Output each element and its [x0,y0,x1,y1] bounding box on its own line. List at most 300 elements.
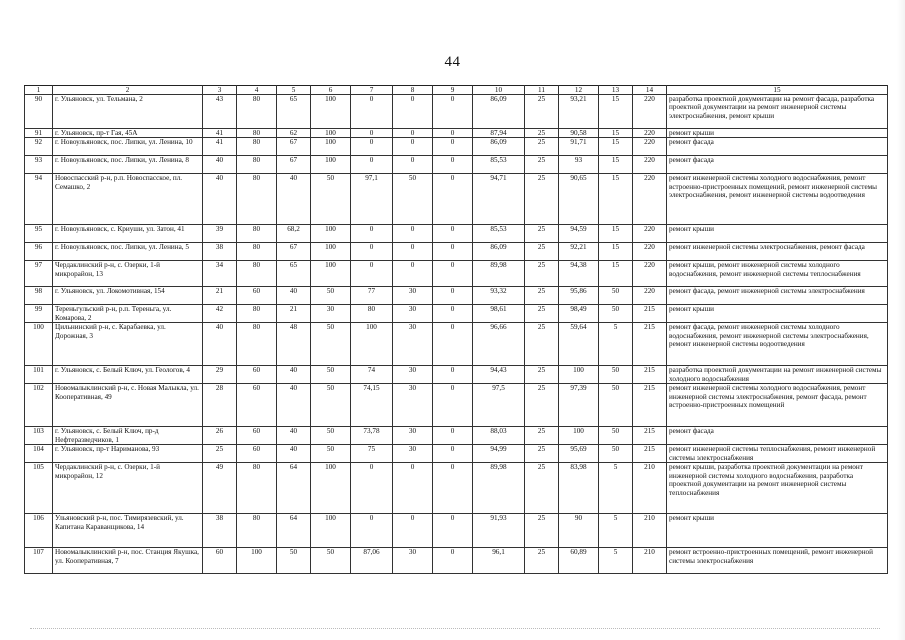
table-row [25,243,888,261]
cell-6: 100 [311,463,351,514]
cell-11: 25 [525,243,559,261]
cell-12: 83,98 [559,463,599,514]
cell-7: 0 [351,243,393,261]
header-cell: 14 [633,86,667,95]
cell-12: 91,71 [559,138,599,156]
cell-5: 21 [277,305,311,323]
cell-5: 68,2 [277,225,311,243]
cell-13: 15 [599,174,633,225]
cell-6: 100 [311,138,351,156]
row-number: 100 [25,323,53,366]
cell-14: 215 [633,427,667,445]
cell-7: 77 [351,287,393,305]
cell-6: 100 [311,129,351,138]
cell-12: 100 [559,427,599,445]
cell-8: 30 [393,305,433,323]
cell-7: 100 [351,323,393,366]
cell-13: 15 [599,156,633,174]
cell-7: 0 [351,129,393,138]
cell-11: 25 [525,463,559,514]
cell-6: 50 [311,287,351,305]
cell-13: 15 [599,225,633,243]
cell-9: 0 [433,445,473,463]
address: г. Ульяновск, ул. Локомотивная, 154 [53,287,203,305]
cell-14: 220 [633,261,667,287]
cell-8: 30 [393,445,433,463]
cell-12: 93 [559,156,599,174]
cell-12: 59,64 [559,323,599,366]
page-number: 44 [444,54,461,70]
cell-6: 100 [311,243,351,261]
works-description: ремонт инженерной системы холодного водоснабжения, ремонт встроенно-пристроенных помещений, ремонт инженерной системы электроснабжения, ремонт инженерной системы водоотведения [667,174,888,225]
row-number: 97 [25,261,53,287]
header-cell: 11 [525,86,559,95]
cell-8: 30 [393,287,433,305]
cell-7: 0 [351,463,393,514]
cell-4: 60 [237,427,277,445]
cell-9: 0 [433,95,473,129]
cell-8: 30 [393,548,433,574]
cell-11: 25 [525,427,559,445]
row-number: 96 [25,243,53,261]
address: Ульяновский р-н, пос. Тимирязевский, ул. Капитана Караванщикова, 14 [53,514,203,548]
cell-10: 91,93 [473,514,525,548]
cell-6: 100 [311,261,351,287]
works-description: ремонт крыши [667,305,888,323]
cell-6: 50 [311,366,351,384]
works-description: разработка проектной документации на ремонт фасада, разработка проектной документации на ремонт инженерной системы электроснабжения, ремонт крыши [667,95,888,129]
cell-13: 5 [599,548,633,574]
cell-13: 50 [599,287,633,305]
cell-7: 0 [351,156,393,174]
cell-6: 100 [311,225,351,243]
cell-10: 88,03 [473,427,525,445]
cell-8: 0 [393,138,433,156]
row-number: 90 [25,95,53,129]
cell-5: 40 [277,287,311,305]
cell-10: 98,61 [473,305,525,323]
cell-6: 100 [311,156,351,174]
cell-6: 50 [311,548,351,574]
cell-11: 25 [525,384,559,427]
address: г. Новоульяновск, с. Криуши, ул. Затон, 41 [53,225,203,243]
cell-9: 0 [433,174,473,225]
table-row [25,366,888,384]
header-cell: 5 [277,86,311,95]
header-cell: 7 [351,86,393,95]
cell-14: 210 [633,463,667,514]
cell-14: 220 [633,174,667,225]
row-number: 93 [25,156,53,174]
works-description: ремонт встроенно-пристроенных помещений, ремонт инженерной системы электроснабжения [667,548,888,574]
table-row [25,384,888,427]
cell-4: 60 [237,287,277,305]
cell-10: 86,09 [473,95,525,129]
cell-13: 15 [599,243,633,261]
works-description: ремонт фасада [667,138,888,156]
address: г. Ульяновск, пр-т Нариманова, 93 [53,445,203,463]
works-description: ремонт фасада [667,427,888,445]
table-row [25,261,888,287]
cell-13: 5 [599,514,633,548]
cell-11: 25 [525,129,559,138]
cell-9: 0 [433,366,473,384]
table-row [25,445,888,463]
cell-8: 0 [393,243,433,261]
header-cell: 9 [433,86,473,95]
cell-5: 48 [277,323,311,366]
address: г. Ульяновск, с. Белый Ключ, пр-д Нефтеразведчиков, 1 [53,427,203,445]
cell-7: 80 [351,305,393,323]
cell-12: 90 [559,514,599,548]
cell-8: 0 [393,225,433,243]
cell-14: 220 [633,243,667,261]
works-description: ремонт крыши [667,514,888,548]
cell-4: 80 [237,261,277,287]
cell-10: 85,53 [473,225,525,243]
cell-7: 0 [351,261,393,287]
cell-4: 80 [237,225,277,243]
row-number: 92 [25,138,53,156]
cell-13: 50 [599,384,633,427]
address: г. Новоульяновск, пос. Липки, ул. Ленина, 10 [53,138,203,156]
header-cell: 8 [393,86,433,95]
cell-5: 64 [277,463,311,514]
cell-12: 90,58 [559,129,599,138]
works-description: ремонт инженерной системы холодного водоснабжения, ремонт инженерной системы электроснабжения, ремонт фасада, ремонт встроенно-пристроенных помещений [667,384,888,427]
cell-10: 97,5 [473,384,525,427]
cell-9: 0 [433,138,473,156]
cell-11: 25 [525,261,559,287]
row-number: 107 [25,548,53,574]
table-row [25,427,888,445]
cell-6: 50 [311,174,351,225]
cell-14: 210 [633,548,667,574]
cell-14: 220 [633,95,667,129]
address: Новомалыклинский р-н, с. Новая Малыкла, ул. Кооперативная, 49 [53,384,203,427]
cell-13: 15 [599,261,633,287]
cell-8: 0 [393,261,433,287]
header-cell: 4 [237,86,277,95]
cell-12: 92,21 [559,243,599,261]
cell-14: 220 [633,225,667,243]
cell-11: 25 [525,323,559,366]
cell-12: 100 [559,366,599,384]
cell-9: 0 [433,384,473,427]
cell-8: 0 [393,129,433,138]
cell-10: 87,94 [473,129,525,138]
cell-7: 0 [351,514,393,548]
cell-5: 50 [277,548,311,574]
cell-11: 25 [525,287,559,305]
row-number: 91 [25,129,53,138]
cell-13: 15 [599,138,633,156]
cell-12: 98,49 [559,305,599,323]
works-description: ремонт фасада, ремонт инженерной системы холодного водоснабжения, ремонт инженерной системы электроснабжения, ремонт инженерной системы водоотведения [667,323,888,366]
cell-11: 25 [525,548,559,574]
cell-4: 80 [237,305,277,323]
works-description: ремонт фасада [667,156,888,174]
cell-13: 50 [599,366,633,384]
table-row [25,323,888,366]
cell-8: 30 [393,384,433,427]
cell-12: 90,65 [559,174,599,225]
cell-6: 100 [311,514,351,548]
cell-7: 0 [351,138,393,156]
cell-11: 25 [525,445,559,463]
cell-10: 94,71 [473,174,525,225]
cell-14: 220 [633,156,667,174]
cell-5: 67 [277,138,311,156]
cell-11: 25 [525,156,559,174]
cell-7: 75 [351,445,393,463]
cell-5: 40 [277,384,311,427]
apartment-building-registry-table [24,85,888,574]
cell-8: 0 [393,463,433,514]
cell-9: 0 [433,287,473,305]
cell-10: 94,99 [473,445,525,463]
cell-5: 40 [277,174,311,225]
address: г. Ульяновск, пр-т Гая, 45А [53,129,203,138]
cell-5: 67 [277,156,311,174]
cell-10: 86,09 [473,243,525,261]
address: Тереньгульский р-н, р.п. Тереньга, ул. Комарова, 2 [53,305,203,323]
cell-14: 215 [633,305,667,323]
cell-10: 89,98 [473,463,525,514]
cell-5: 40 [277,366,311,384]
header-cell: 12 [559,86,599,95]
cell-8: 30 [393,323,433,366]
cell-14: 210 [633,514,667,548]
cell-11: 25 [525,174,559,225]
cell-3: 29 [203,366,237,384]
cell-9: 0 [433,261,473,287]
cell-13: 50 [599,305,633,323]
cell-4: 60 [237,445,277,463]
cell-10: 86,09 [473,138,525,156]
cell-9: 0 [433,514,473,548]
scan-footer-noise [30,628,880,630]
cell-3: 25 [203,445,237,463]
cell-8: 0 [393,95,433,129]
table-row [25,129,888,138]
table-row [25,174,888,225]
cell-4: 80 [237,323,277,366]
address: г. Ульяновск, с. Белый Ключ, ул. Геологов, 4 [53,366,203,384]
cell-13: 15 [599,129,633,138]
cell-5: 65 [277,261,311,287]
cell-4: 80 [237,95,277,129]
cell-10: 89,98 [473,261,525,287]
row-number: 104 [25,445,53,463]
cell-4: 100 [237,548,277,574]
cell-3: 40 [203,174,237,225]
cell-14: 215 [633,323,667,366]
cell-7: 0 [351,95,393,129]
cell-3: 40 [203,323,237,366]
works-description: ремонт крыши, разработка проектной документации на ремонт инженерной системы холодного водоснабжения, разработка проектной документации на ремонт инженерной системы теплоснабжения [667,463,888,514]
row-number: 94 [25,174,53,225]
cell-9: 0 [433,129,473,138]
works-description: ремонт крыши, ремонт инженерной системы холодного водоснабжения, ремонт инженерной системы теплоснабжения [667,261,888,287]
cell-6: 50 [311,445,351,463]
cell-3: 26 [203,427,237,445]
cell-10: 96,1 [473,548,525,574]
address: Чердаклинский р-н, с. Озерки, 1-й микрорайон, 12 [53,463,203,514]
cell-12: 95,69 [559,445,599,463]
cell-14: 220 [633,287,667,305]
cell-3: 60 [203,548,237,574]
header-cell: 2 [53,86,203,95]
cell-3: 43 [203,95,237,129]
table-row [25,138,888,156]
cell-4: 80 [237,463,277,514]
cell-13: 50 [599,427,633,445]
row-number: 98 [25,287,53,305]
cell-3: 42 [203,305,237,323]
cell-10: 93,32 [473,287,525,305]
cell-3: 40 [203,156,237,174]
table-row [25,95,888,129]
cell-7: 0 [351,225,393,243]
cell-4: 80 [237,156,277,174]
cell-4: 60 [237,384,277,427]
cell-7: 73,78 [351,427,393,445]
cell-4: 80 [237,514,277,548]
works-description: ремонт инженерной системы теплоснабжения, ремонт инженерной системы электроснабжения [667,445,888,463]
row-number: 102 [25,384,53,427]
cell-4: 80 [237,129,277,138]
header-cell: 1 [25,86,53,95]
address: Новомалыклинский р-н, пос. Станция Якушка, ул. Кооперативная, 7 [53,548,203,574]
cell-13: 15 [599,95,633,129]
header-cell: 10 [473,86,525,95]
row-number: 105 [25,463,53,514]
table-row [25,548,888,574]
cell-3: 28 [203,384,237,427]
cell-3: 38 [203,514,237,548]
table-row [25,463,888,514]
cell-12: 94,38 [559,261,599,287]
cell-10: 94,43 [473,366,525,384]
table-row [25,514,888,548]
cell-14: 220 [633,138,667,156]
works-description: ремонт фасада, ремонт инженерной системы электроснабжения [667,287,888,305]
cell-9: 0 [433,323,473,366]
cell-11: 25 [525,95,559,129]
cell-11: 25 [525,366,559,384]
cell-11: 25 [525,138,559,156]
address: Цильнинский р-н, с. Карабаевка, ул. Дорожная, 3 [53,323,203,366]
cell-9: 0 [433,156,473,174]
cell-14: 220 [633,129,667,138]
cell-3: 39 [203,225,237,243]
cell-3: 41 [203,138,237,156]
cell-7: 87,06 [351,548,393,574]
cell-10: 96,66 [473,323,525,366]
cell-3: 21 [203,287,237,305]
row-number: 99 [25,305,53,323]
row-number: 95 [25,225,53,243]
scan-edge [897,0,905,640]
cell-5: 62 [277,129,311,138]
cell-11: 25 [525,225,559,243]
cell-9: 0 [433,225,473,243]
cell-6: 50 [311,384,351,427]
row-number: 101 [25,366,53,384]
header-cell: 6 [311,86,351,95]
cell-13: 5 [599,463,633,514]
cell-6: 30 [311,305,351,323]
cell-4: 80 [237,174,277,225]
table-row [25,305,888,323]
cell-14: 215 [633,366,667,384]
works-description: ремонт крыши [667,129,888,138]
cell-10: 85,53 [473,156,525,174]
cell-6: 50 [311,323,351,366]
address: г. Новоульяновск, пос. Липки, ул. Ленина, 5 [53,243,203,261]
cell-13: 5 [599,323,633,366]
works-description: ремонт крыши [667,225,888,243]
cell-8: 0 [393,156,433,174]
table-row [25,287,888,305]
cell-4: 80 [237,243,277,261]
cell-13: 50 [599,445,633,463]
cell-7: 97,1 [351,174,393,225]
cell-9: 0 [433,243,473,261]
cell-8: 30 [393,427,433,445]
header-cell: 13 [599,86,633,95]
cell-12: 60,89 [559,548,599,574]
table-header-row [25,86,888,95]
cell-9: 0 [433,427,473,445]
cell-6: 100 [311,95,351,129]
table-row [25,156,888,174]
cell-4: 60 [237,366,277,384]
cell-12: 95,86 [559,287,599,305]
row-number: 106 [25,514,53,548]
address: г. Новоульяновск, пос. Липки, ул. Ленина, 8 [53,156,203,174]
works-description: ремонт инженерной системы электроснабжения, ремонт фасада [667,243,888,261]
cell-5: 67 [277,243,311,261]
cell-8: 0 [393,514,433,548]
cell-4: 80 [237,138,277,156]
cell-5: 40 [277,445,311,463]
cell-12: 97,39 [559,384,599,427]
cell-5: 64 [277,514,311,548]
cell-9: 0 [433,305,473,323]
cell-9: 0 [433,548,473,574]
cell-11: 25 [525,514,559,548]
cell-11: 25 [525,305,559,323]
table-body [25,86,888,574]
cell-5: 65 [277,95,311,129]
cell-9: 0 [433,463,473,514]
cell-3: 38 [203,243,237,261]
cell-6: 50 [311,427,351,445]
cell-5: 40 [277,427,311,445]
works-description: разработка проектной документации на ремонт инженерной системы холодного водоснабжения [667,366,888,384]
cell-3: 34 [203,261,237,287]
address: Чердаклинский р-н, с. Озерки, 1-й микрорайон, 13 [53,261,203,287]
header-cell: 3 [203,86,237,95]
row-number: 103 [25,427,53,445]
address: г. Ульяновск, ул. Тельмана, 2 [53,95,203,129]
address: Новоспасский р-н, р.п. Новоспасское, пл. Семашко, 2 [53,174,203,225]
cell-7: 74,15 [351,384,393,427]
table-row [25,225,888,243]
cell-8: 50 [393,174,433,225]
